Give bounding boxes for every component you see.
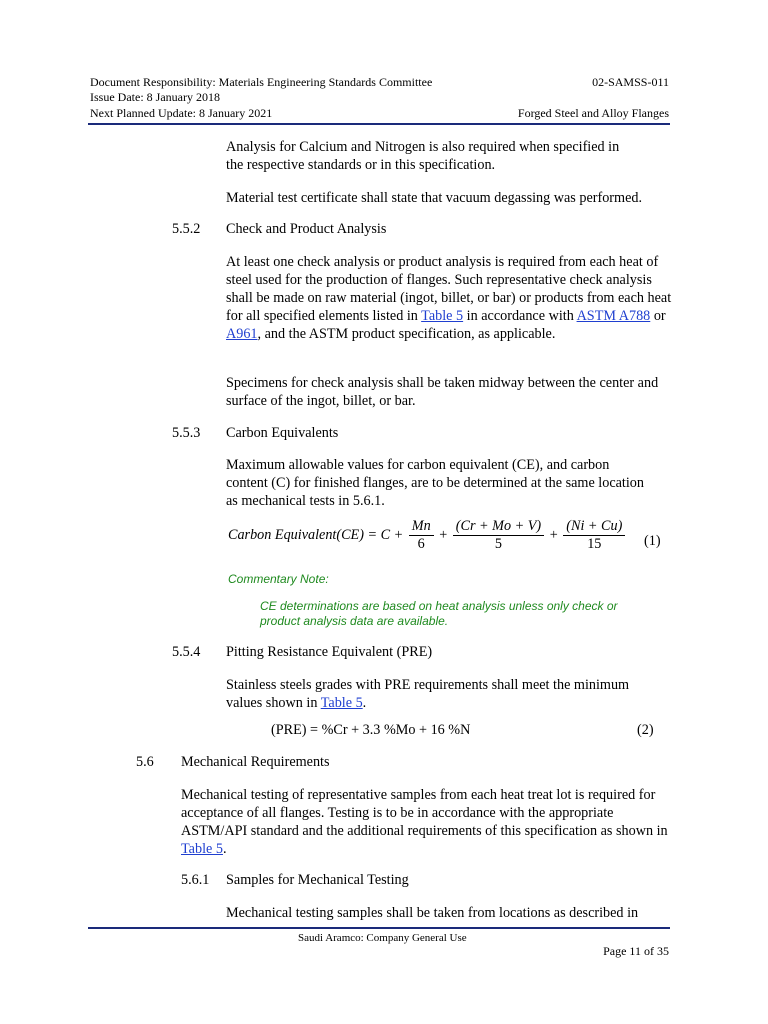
header-doc-title: Forged Steel and Alloy Flanges — [517, 106, 669, 120]
link-table-5[interactable]: Table 5 — [421, 308, 464, 324]
section-number-5-6-1: 5.6.1 — [181, 872, 210, 888]
paragraph-vacuum-degassing: Material test certificate shall state that vacuum degassing was performed. — [226, 190, 643, 206]
section-title-mechanical-requirements: Mechanical Requirements — [181, 754, 330, 770]
link-table-5-pre[interactable]: Table 5 — [320, 695, 363, 711]
footer-classification: Saudi Aramco: Company General Use — [298, 932, 467, 944]
link-astm-a788[interactable]: ASTM A788 — [576, 308, 651, 324]
equation-pre: (PRE) = %Cr + 3.3 %Mo + 16 %N — [271, 722, 471, 738]
section-number-5-5-3: 5.5.3 — [172, 425, 201, 441]
section-number-5-5-4: 5.5.4 — [172, 644, 201, 660]
section-title-pitting-resistance: Pitting Resistance Equivalent (PRE) — [226, 644, 433, 660]
section-number-5-6: 5.6 — [136, 754, 154, 770]
link-a961[interactable]: A961 — [226, 326, 258, 342]
paragraph-stainless-pre: Stainless steels grades with PRE requirements shall meet the minimum values shown in Table 5. — [226, 677, 630, 711]
footer-page-number: Page 11 of 35 — [603, 944, 669, 958]
paragraph-calcium-nitrogen: Analysis for Calcium and Nitrogen is also required when specified in the respective standards or in this specification. — [226, 139, 620, 173]
header-issue-date: Issue Date: 8 January 2018 — [90, 90, 220, 104]
paragraph-check-analysis: At least one check analysis or product analysis is required from each heat of steel used for the production of flanges. Such representative check analysis shall be made on raw material (ingot, billet, or bar) or products from each heat for all specified elements listed in Table 5 in accordance with ASTM A788 or A961, and the ASTM product specification, as applicable. — [226, 254, 672, 342]
fraction-mn: $\frac{Mn}{6}$ — [409, 518, 434, 553]
header-rule — [88, 123, 670, 125]
header-next-update: Next Planned Update: 8 January 2021 — [90, 106, 273, 120]
fraction-ni-cu: $\frac{(Ni + Cu)}{15}$ — [563, 518, 625, 553]
header-responsibility: Document Responsibility: Materials Engineering Standards Committee — [90, 75, 433, 89]
paragraph-mechanical-testing: Mechanical testing of representative samples from each heat treat lot is required for acceptance of all flanges. Testing is to be in accordance with the appropriate ASTM/API standard and the additional requirements of this specification as shown in Table 5. — [181, 787, 668, 857]
equation-label-2: (2) — [637, 722, 654, 738]
paragraph-samples-location: Mechanical testing samples shall be taken from locations as described in — [226, 905, 639, 921]
section-title-carbon-equivalents: Carbon Equivalents — [226, 425, 339, 441]
link-table-5-mech[interactable]: Table 5 — [181, 841, 223, 857]
equation-label-1: (1) — [644, 533, 661, 549]
fraction-cr-mo-v: $\frac{(Cr + Mo + V)}{5}$ — [453, 518, 544, 553]
header-doc-number: 02-SAMSS-011 — [592, 75, 669, 89]
paragraph-specimens: Specimens for check analysis shall be taken midway between the center and surface of the ingot, billet, or bar. — [226, 375, 659, 409]
section-number-5-5-2: 5.5.2 — [172, 221, 201, 237]
paragraph-carbon-equivalent: Maximum allowable values for carbon equivalent (CE), and carbon content (C) for finished flanges, are to be determined at the same location as mechanical tests in 5.6.1. — [226, 457, 644, 509]
commentary-note-title: Commentary Note: — [228, 572, 329, 586]
equation-carbon-equivalent: Carbon Equivalent(CE) = C + $\frac{Mn}{6}$ + $\frac{(Cr + Mo + V)}{5}$ + $\frac{(Ni + Cu)}{15}$ — [228, 518, 627, 553]
footer-rule — [88, 927, 670, 929]
section-title-samples: Samples for Mechanical Testing — [226, 872, 409, 888]
section-title-check-product-analysis: Check and Product Analysis — [226, 221, 387, 237]
commentary-note-text: CE determinations are based on heat analysis unless only check or product analysis data are available. — [260, 599, 618, 628]
